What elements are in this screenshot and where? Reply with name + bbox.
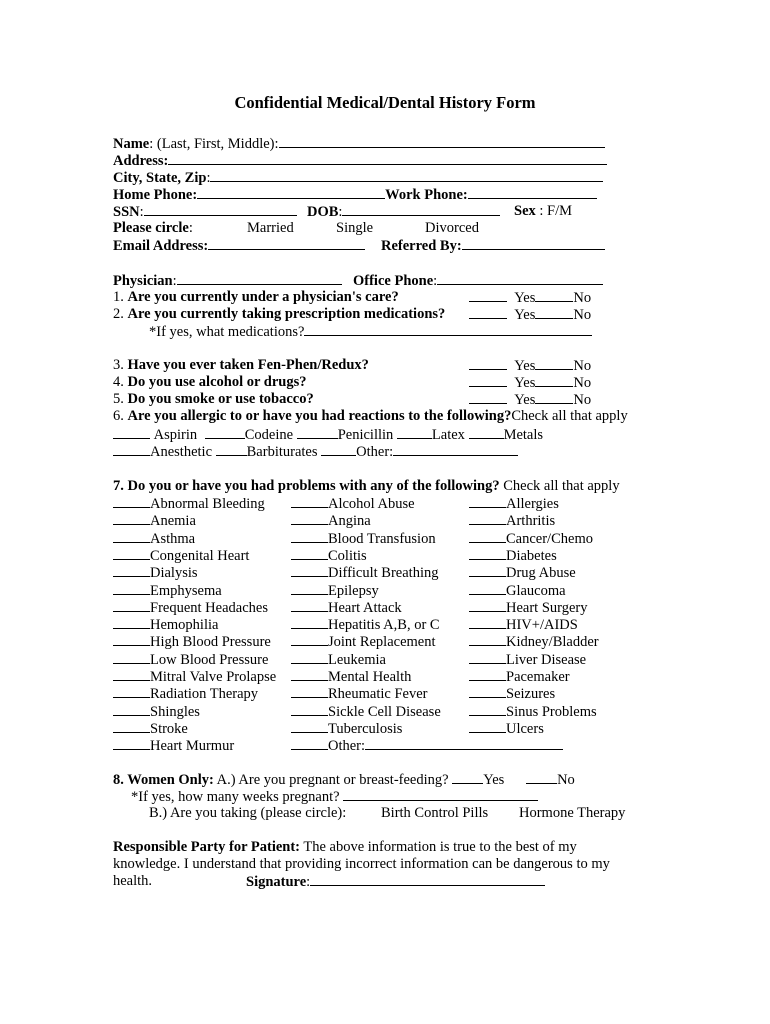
condition-label: Ulcers: [506, 720, 544, 737]
circle-label: Please circle: [113, 220, 189, 236]
responsible-label: Responsible Party for Patient:: [113, 839, 300, 855]
condition-label: Joint Replacement: [328, 634, 436, 651]
condition-label: Epilepsy: [328, 582, 379, 599]
question-3: [113, 356, 369, 374]
q3-text: Have you ever taken Fen-Phen/Redux?: [127, 357, 369, 373]
condition-epilepsy-blank[interactable]: [291, 581, 328, 595]
home-phone-field[interactable]: [197, 185, 385, 199]
q4-answer: [469, 373, 591, 391]
condition-congenital-heart: [113, 546, 249, 564]
dob-field[interactable]: [342, 202, 500, 216]
pregnant-no-label: No: [557, 772, 575, 788]
condition-hemophilia: [113, 615, 218, 633]
q5-no-blank[interactable]: [535, 390, 573, 404]
condition-joint-replacement-blank[interactable]: [291, 632, 328, 646]
condition-hepatitis-a-b-or-c: [291, 615, 440, 633]
q7-text: 7. Do you or have you had problems with any of the following?: [113, 478, 500, 494]
q2-number: 2.: [113, 306, 128, 322]
name-hint: : (Last, First, Middle):: [149, 136, 279, 152]
question-6: [113, 407, 628, 425]
q6-number: 6.: [113, 408, 128, 424]
condition-stroke: [113, 719, 188, 737]
condition-label: Glaucoma: [506, 582, 566, 599]
condition-hiv-aids: [469, 615, 578, 633]
condition-hiv-aids-blank[interactable]: [469, 615, 506, 629]
condition-label: Asthma: [150, 530, 196, 547]
phone-row: [113, 185, 597, 203]
referred-group: [381, 236, 605, 254]
circle-divorced[interactable]: Divorced: [425, 220, 479, 236]
condition-other-blank[interactable]: [291, 736, 328, 750]
work-phone-label: Work Phone:: [385, 187, 468, 203]
circle-single[interactable]: Single: [336, 220, 374, 236]
condition-label: Kidney/Bladder: [506, 634, 599, 651]
condition-angina: [291, 511, 371, 529]
office-phone-field[interactable]: [437, 271, 603, 285]
condition-other: [291, 736, 563, 754]
q2-no-label: No: [573, 307, 592, 323]
q2-yes-blank[interactable]: [469, 305, 507, 319]
women-row: [113, 770, 575, 788]
name-label: Name: [113, 136, 150, 152]
pregnant-yes-label: Yes: [483, 772, 505, 788]
condition-blood-transfusion-blank[interactable]: [291, 529, 328, 543]
condition-allergies-blank[interactable]: [469, 494, 506, 508]
condition-allergies: [469, 494, 559, 512]
condition-label: Other:: [328, 738, 366, 755]
condition-label: Arthritis: [506, 513, 556, 530]
condition-mental-health-blank[interactable]: [291, 667, 328, 681]
q4-no-blank[interactable]: [535, 373, 573, 387]
condition-liver-disease: [469, 650, 586, 668]
condition-sickle-cell-disease: [291, 702, 441, 720]
condition-dialysis: [113, 563, 198, 581]
sex-group: [514, 202, 572, 220]
condition-label: Abnormal Bleeding: [150, 496, 265, 512]
condition-tuberculosis-blank[interactable]: [291, 719, 328, 733]
question-7: [113, 477, 620, 495]
physician-colon: :: [172, 273, 177, 289]
penicillin-label: Penicillin: [337, 427, 394, 443]
condition-label: Radiation Therapy: [150, 686, 259, 703]
condition-radiation-therapy: [113, 684, 258, 702]
sex-label: Sex: [514, 203, 536, 219]
condition-label: Rheumatic Fever: [328, 686, 428, 703]
condition-cancer-chemo: [469, 529, 593, 547]
condition-label: Pacemaker: [506, 669, 570, 685]
condition-low-blood-pressure-blank[interactable]: [113, 650, 150, 664]
condition-low-blood-pressure: [113, 650, 268, 668]
condition-label: Low Blood Pressure: [150, 651, 269, 668]
condition-kidney-bladder-blank[interactable]: [469, 632, 506, 646]
question-5: [113, 390, 314, 408]
condition-label: Cancer/Chemo: [506, 530, 593, 547]
q6-items-row-1: [113, 425, 543, 443]
condition-label: Heart Murmur: [150, 738, 235, 755]
physician-field[interactable]: [177, 271, 342, 285]
condition-stroke-blank[interactable]: [113, 719, 150, 733]
circle-row: [113, 219, 193, 237]
circle-colon: :: [188, 220, 193, 236]
q4-text: Do you use alcohol or drugs?: [127, 374, 307, 390]
condition-label: Dialysis: [150, 565, 198, 582]
condition-label: Stroke: [150, 720, 188, 737]
condition-sickle-cell-disease-blank[interactable]: [291, 702, 328, 716]
signature-label: Signature: [246, 874, 307, 890]
ssn-row: [113, 202, 297, 220]
q3-yes-label: Yes: [514, 358, 536, 374]
q2-text: Are you currently taking prescription medications?: [127, 306, 446, 322]
signature-colon: :: [306, 874, 311, 890]
circle-married[interactable]: Married: [247, 220, 294, 236]
condition-ulcers: [469, 719, 544, 737]
condition-arthritis-blank[interactable]: [469, 511, 506, 525]
condition-cancer-chemo-blank[interactable]: [469, 529, 506, 543]
condition-high-blood-pressure-blank[interactable]: [113, 632, 150, 646]
q1-text: Are you currently under a physician's care?: [127, 289, 399, 305]
question-2: [113, 305, 445, 323]
q3-no-label: No: [573, 358, 592, 374]
condition-glaucoma: [469, 581, 566, 599]
pregnant-yes-blank[interactable]: [452, 770, 483, 784]
condition-label: Sinus Problems: [506, 703, 597, 720]
condition-heart-murmur-blank[interactable]: [113, 736, 150, 750]
email-label: Email Address:: [113, 238, 209, 254]
address-field[interactable]: [168, 151, 607, 165]
work-phone-field[interactable]: [468, 185, 597, 199]
responsible-text-2: knowledge. I understand that providing incorrect information can be dangerous to my: [113, 856, 610, 872]
q1-no-label: No: [573, 290, 592, 306]
q3-number: 3.: [113, 357, 128, 373]
q2-no-blank[interactable]: [535, 305, 573, 319]
condition-alcohol-abuse: [291, 494, 415, 512]
condition-label: Alcohol Abuse: [328, 496, 415, 512]
condition-pacemaker-blank[interactable]: [469, 667, 506, 681]
q5-text: Do you smoke or use tobacco?: [127, 391, 314, 407]
condition-frequent-headaches: [113, 598, 268, 616]
condition-drug-abuse: [469, 563, 576, 581]
condition-label: Heart Surgery: [506, 599, 588, 616]
condition-sinus-problems-blank[interactable]: [469, 702, 506, 716]
address-label: Address:: [113, 153, 169, 169]
q7-note: Check all that apply: [499, 478, 620, 494]
condition-label: Hemophilia: [150, 617, 219, 634]
latex-blank[interactable]: [397, 425, 432, 439]
q3-no-blank[interactable]: [535, 356, 573, 370]
office-phone-colon: :: [433, 273, 438, 289]
codeine-blank[interactable]: [205, 425, 245, 439]
city-label: City, State, Zip: [113, 170, 207, 186]
condition-label: Mitral Valve Prolapse: [150, 669, 277, 685]
address-row: [113, 151, 607, 169]
condition-tuberculosis: [291, 719, 402, 737]
responsible-text-3: health.: [113, 873, 153, 889]
condition-label: Mental Health: [328, 669, 412, 685]
condition-label: Drug Abuse: [506, 565, 576, 582]
condition-label: Tuberculosis: [328, 720, 403, 737]
metals-label: Metals: [503, 427, 544, 443]
condition-asthma-blank[interactable]: [113, 529, 150, 543]
q5-answer: [469, 390, 591, 408]
condition-kidney-bladder: [469, 632, 599, 650]
condition-epilepsy: [291, 581, 379, 599]
q6-text: Are you allergic to or have you had reactions to the following?: [127, 408, 512, 424]
condition-label: Congenital Heart: [150, 547, 250, 564]
condition-dialysis-blank[interactable]: [113, 563, 150, 577]
condition-diabetes: [469, 546, 557, 564]
q4-yes-label: Yes: [514, 375, 536, 391]
condition-sinus-problems: [469, 702, 597, 720]
q5-number: 5.: [113, 391, 128, 407]
aspirin-label: Aspirin: [153, 427, 198, 443]
sex-options[interactable]: : F/M: [535, 203, 573, 219]
pregnant-no-blank[interactable]: [526, 770, 557, 784]
metals-blank[interactable]: [469, 425, 504, 439]
condition-liver-disease-blank[interactable]: [469, 650, 506, 664]
condition-frequent-headaches-blank[interactable]: [113, 598, 150, 612]
condition-label: Shingles: [150, 703, 200, 720]
condition-heart-attack-blank[interactable]: [291, 598, 328, 612]
hormone-therapy-option[interactable]: Hormone Therapy: [519, 805, 626, 821]
condition-colitis-blank[interactable]: [291, 546, 328, 560]
condition-congenital-heart-blank[interactable]: [113, 546, 150, 560]
condition-label: Heart Attack: [328, 599, 402, 616]
responsible-row-3: [113, 872, 152, 890]
condition-label: Frequent Headaches: [150, 599, 268, 616]
condition-colitis: [291, 546, 367, 564]
dob-colon: :: [338, 204, 343, 220]
q5-yes-blank[interactable]: [469, 390, 507, 404]
q4-number: 4.: [113, 374, 128, 390]
q4-yes-blank[interactable]: [469, 373, 507, 387]
q1-no-blank[interactable]: [535, 288, 573, 302]
question-4: [113, 373, 307, 391]
condition-difficult-breathing-blank[interactable]: [291, 563, 328, 577]
q6-note: Check all that apply: [511, 408, 628, 424]
condition-label: High Blood Pressure: [150, 634, 271, 651]
condition-anemia-blank[interactable]: [113, 511, 150, 525]
women-question-a: A.) Are you pregnant or breast-feeding?: [213, 772, 453, 788]
condition-mitral-valve-prolapse-blank[interactable]: [113, 667, 150, 681]
responsible-text-1: The above information is true to the best of my: [300, 839, 577, 855]
other-allergy-label: Other:: [356, 444, 394, 460]
q2-answer: [469, 305, 591, 323]
ssn-label: SSN: [113, 204, 140, 220]
q2-yes-label: Yes: [514, 307, 536, 323]
condition-label: Hepatitis A,B, or C: [328, 617, 440, 634]
q5-no-label: No: [573, 392, 592, 408]
aspirin-blank[interactable]: [113, 425, 150, 439]
q3-answer: [469, 356, 591, 374]
barbiturates-blank[interactable]: [216, 442, 247, 456]
condition-hemophilia-blank[interactable]: [113, 615, 150, 629]
q5-yes-label: Yes: [514, 392, 536, 408]
physician-label: Physician: [113, 273, 173, 289]
latex-label: Latex: [431, 427, 465, 443]
condition-seizures-blank[interactable]: [469, 684, 506, 698]
name-field[interactable]: [279, 134, 605, 148]
signature-group: [246, 872, 545, 890]
birth-control-option[interactable]: Birth Control Pills: [381, 805, 489, 821]
women-label: 8. Women Only:: [113, 772, 214, 788]
condition-diabetes-blank[interactable]: [469, 546, 506, 560]
condition-label: Leukemia: [328, 651, 386, 668]
condition-glaucoma-blank[interactable]: [469, 581, 506, 595]
condition-joint-replacement: [291, 632, 436, 650]
weeks-row: [131, 787, 538, 805]
q1-number: 1.: [113, 289, 128, 305]
condition-rheumatic-fever: [291, 684, 427, 702]
condition-label: Emphysema: [150, 582, 222, 599]
medications-field[interactable]: [304, 322, 592, 336]
home-phone-label: Home Phone:: [113, 187, 198, 203]
q4-no-label: No: [573, 375, 592, 391]
condition-shingles-blank[interactable]: [113, 702, 150, 716]
condition-rheumatic-fever-blank[interactable]: [291, 684, 328, 698]
condition-label: HIV+/AIDS: [506, 617, 578, 634]
q6-items-row-2: [113, 442, 518, 460]
signature-field[interactable]: [310, 872, 545, 886]
condition-arthritis: [469, 511, 555, 529]
physician-row: [113, 271, 342, 289]
q1-yes-blank[interactable]: [469, 288, 507, 302]
other-allergy-blank[interactable]: [321, 442, 356, 456]
referred-field[interactable]: [462, 236, 605, 250]
women-question-b: B.) Are you taking (please circle):: [149, 805, 347, 821]
condition-ulcers-blank[interactable]: [469, 719, 506, 733]
condition-asthma: [113, 529, 195, 547]
condition-angina-blank[interactable]: [291, 511, 328, 525]
email-field[interactable]: [208, 236, 365, 250]
condition-label: Diabetes: [506, 547, 557, 564]
city-colon: :: [206, 170, 211, 186]
condition-shingles: [113, 702, 200, 720]
condition-label: Angina: [328, 513, 371, 530]
weeks-label: *If yes, how many weeks pregnant?: [131, 789, 344, 805]
office-phone-label: Office Phone: [353, 273, 434, 289]
city-field[interactable]: [210, 168, 603, 182]
condition-high-blood-pressure: [113, 632, 271, 650]
condition-label: Allergies: [506, 496, 559, 512]
dob-label: DOB: [307, 204, 339, 220]
office-phone-group: [353, 271, 603, 289]
condition-radiation-therapy-blank[interactable]: [113, 684, 150, 698]
condition-anemia: [113, 511, 196, 529]
q1-yes-label: Yes: [514, 290, 536, 306]
condition-label: Anemia: [150, 513, 196, 530]
city-row: [113, 168, 603, 186]
other-allergy-field[interactable]: [393, 442, 518, 456]
q2-followup: [149, 322, 592, 340]
condition-leukemia: [291, 650, 386, 668]
condition-leukemia-blank[interactable]: [291, 650, 328, 664]
condition-label: Colitis: [328, 547, 367, 564]
anesthetic-blank[interactable]: [113, 442, 150, 456]
condition-heart-surgery-blank[interactable]: [469, 598, 506, 612]
condition-heart-surgery: [469, 598, 587, 616]
form-title: Confidential Medical/Dental History Form: [234, 93, 536, 112]
condition-label: Seizures: [506, 686, 556, 703]
responsible-row-1: [113, 838, 577, 856]
condition-mental-health: [291, 667, 411, 685]
condition-emphysema-blank[interactable]: [113, 581, 150, 595]
weeks-field[interactable]: [343, 787, 538, 801]
email-row: [113, 236, 365, 254]
question-1: [113, 288, 399, 306]
q2-followup-label: *If yes, what medications?: [149, 324, 305, 340]
condition-pacemaker: [469, 667, 570, 685]
ssn-colon: :: [139, 204, 144, 220]
barbiturates-label: Barbiturates: [246, 444, 318, 460]
condition-drug-abuse-blank[interactable]: [469, 563, 506, 577]
other-condition-field[interactable]: [365, 736, 563, 750]
dob-group: [307, 202, 500, 220]
condition-alcohol-abuse-blank[interactable]: [291, 494, 328, 508]
condition-blood-transfusion: [291, 529, 436, 547]
codeine-label: Codeine: [244, 427, 294, 443]
condition-abnormal-bleeding: [113, 494, 265, 512]
condition-hepatitis-a-b-or-c-blank[interactable]: [291, 615, 328, 629]
anesthetic-label: Anesthetic: [150, 444, 213, 460]
condition-label: Difficult Breathing: [328, 565, 439, 582]
condition-mitral-valve-prolapse: [113, 667, 276, 685]
q3-yes-blank[interactable]: [469, 356, 507, 370]
q1-answer: [469, 288, 591, 306]
condition-label: Sickle Cell Disease: [328, 703, 441, 720]
name-row: [113, 134, 605, 152]
condition-abnormal-bleeding-blank[interactable]: [113, 494, 150, 508]
condition-heart-murmur: [113, 736, 234, 754]
referred-label: Referred By:: [381, 238, 462, 254]
condition-heart-attack: [291, 598, 402, 616]
condition-label: Blood Transfusion: [328, 530, 436, 547]
condition-label: Liver Disease: [506, 651, 587, 668]
condition-difficult-breathing: [291, 563, 438, 581]
condition-seizures: [469, 684, 555, 702]
penicillin-blank[interactable]: [297, 425, 338, 439]
condition-emphysema: [113, 581, 222, 599]
ssn-field[interactable]: [144, 202, 297, 216]
